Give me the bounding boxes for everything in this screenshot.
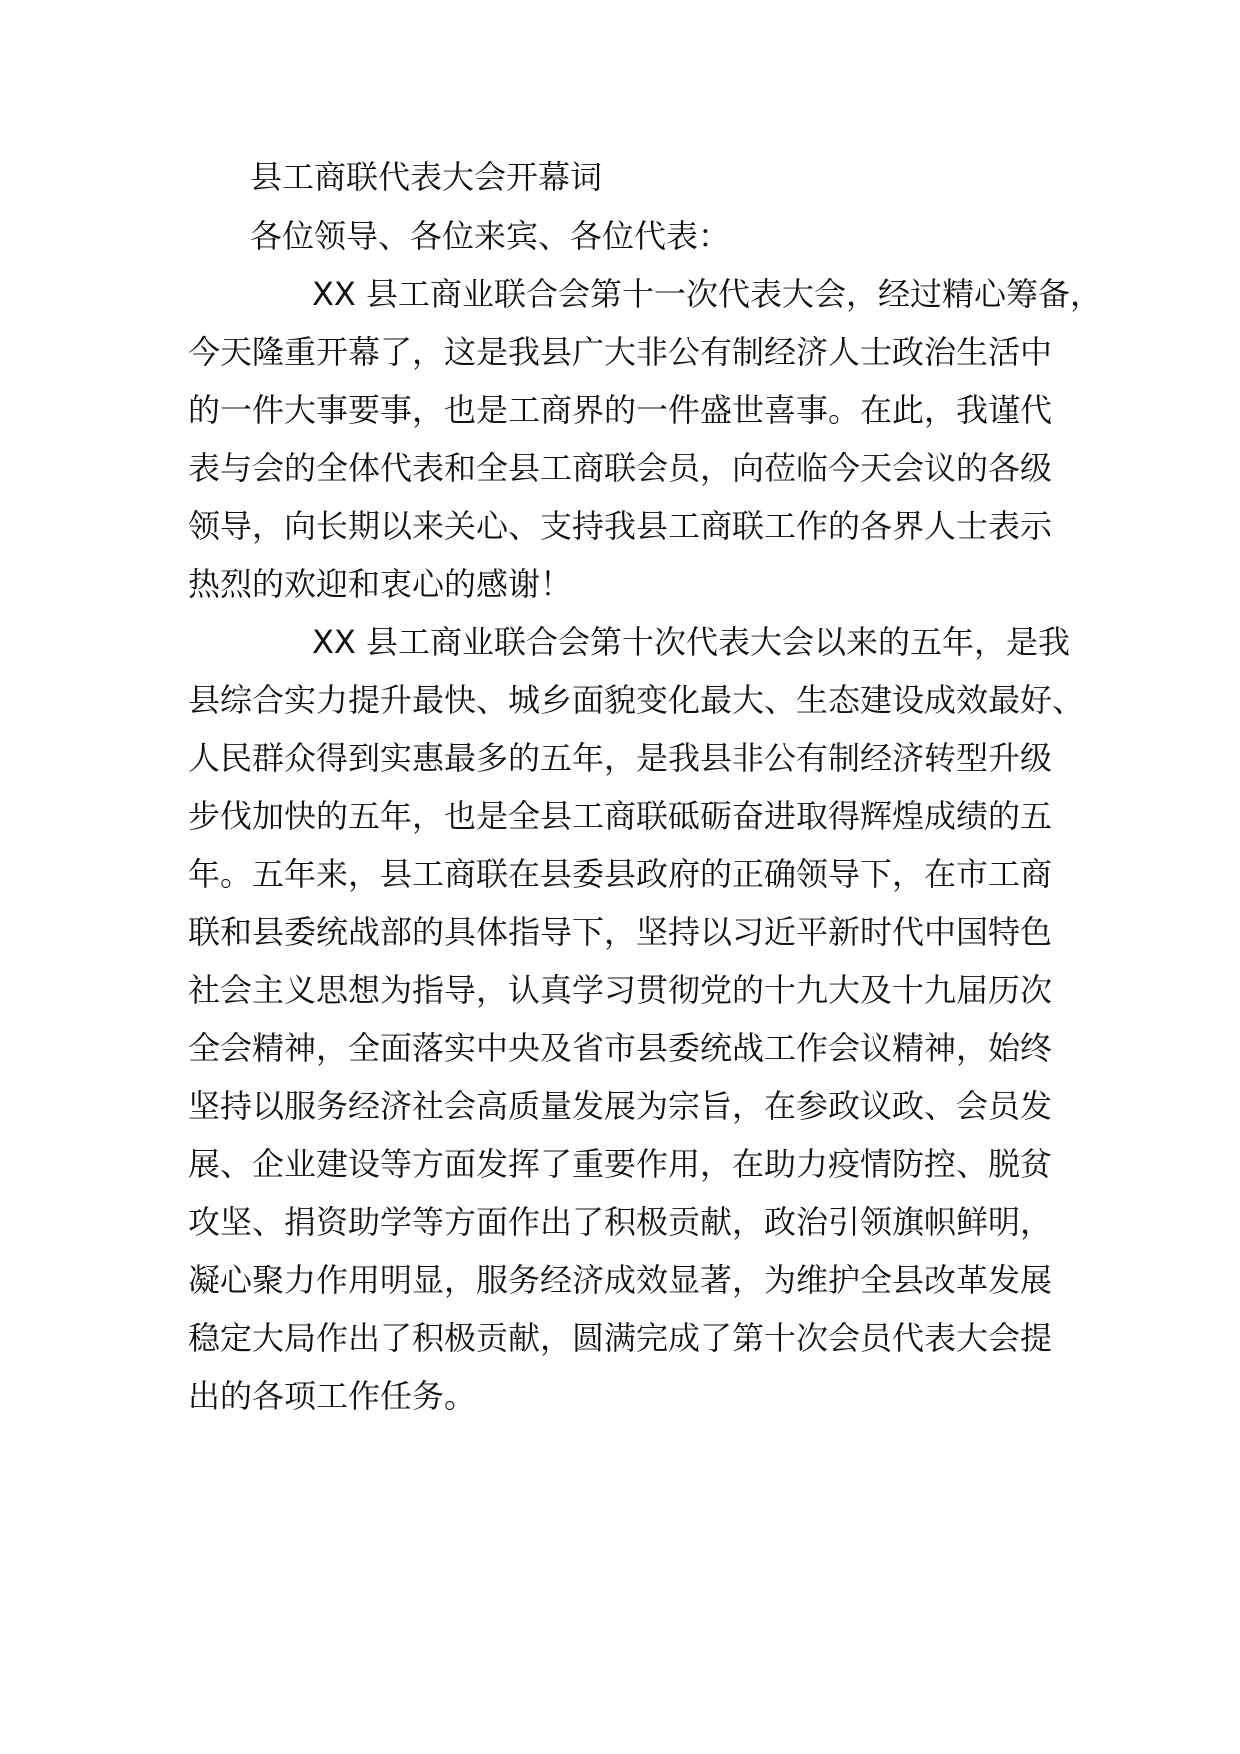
paragraph-line: 的一件大事要事，也是工商界的一件盛世喜事。在此，我谨代 (188, 391, 1053, 429)
paragraph-line: XX 县工商业联合会第十次代表大会以来的五年，是我 (312, 623, 1071, 661)
salutation: 各位领导、各位来宾、各位代表： (250, 217, 731, 255)
paragraph-line: 出的各项工作任务。 (188, 1377, 477, 1415)
paragraph-line: 今天隆重开幕了，这是我县广大非公有制经济人士政治生活中 (188, 333, 1053, 371)
paragraph-line: 表与会的全体代表和全县工商联会员，向莅临今天会议的各级 (188, 449, 1053, 487)
paragraph-line: XX 县工商业联合会第十一次代表大会，经过精心筹备， (312, 275, 1103, 313)
paragraph-line: 领导，向长期以来关心、支持我县工商联工作的各界人士表示 (188, 507, 1053, 545)
paragraph-line: 社会主义思想为指导，认真学习贯彻党的十九大及十九届历次 (188, 971, 1053, 1009)
paragraph-line: 凝心聚力作用明显，服务经济成效显著，为维护全县改革发展 (188, 1261, 1053, 1299)
paragraph-line: 全会精神，全面落实中央及省市县委统战工作会议精神，始终 (188, 1029, 1053, 1067)
paragraph-line: 人民群众得到实惠最多的五年，是我县非公有制经济转型升级 (188, 739, 1053, 777)
paragraph-line: 步伐加快的五年，也是全县工商联砥砺奋进取得辉煌成绩的五 (188, 797, 1053, 835)
paragraph-line: 稳定大局作出了积极贡献，圆满完成了第十次会员代表大会提 (188, 1319, 1053, 1357)
paragraph-line: 县综合实力提升最快、城乡面貌变化最大、生态建设成效最好、 (188, 681, 1085, 719)
paragraph-line: 展、企业建设等方面发挥了重要作用，在助力疫情防控、脱贫 (188, 1145, 1053, 1183)
document-title: 县工商联代表大会开幕词 (250, 158, 603, 196)
paragraph-line: 热烈的欢迎和衷心的感谢！ (188, 565, 573, 603)
paragraph-line: 年。五年来，县工商联在县委县政府的正确领导下，在市工商 (188, 855, 1053, 893)
paragraph-line: 联和县委统战部的具体指导下，坚持以习近平新时代中国特色 (188, 913, 1053, 951)
paragraph-line: 坚持以服务经济社会高质量发展为宗旨，在参政议政、会员发 (188, 1087, 1053, 1125)
paragraph-line: 攻坚、捐资助学等方面作出了积极贡献，政治引领旗帜鲜明， (188, 1203, 1053, 1241)
